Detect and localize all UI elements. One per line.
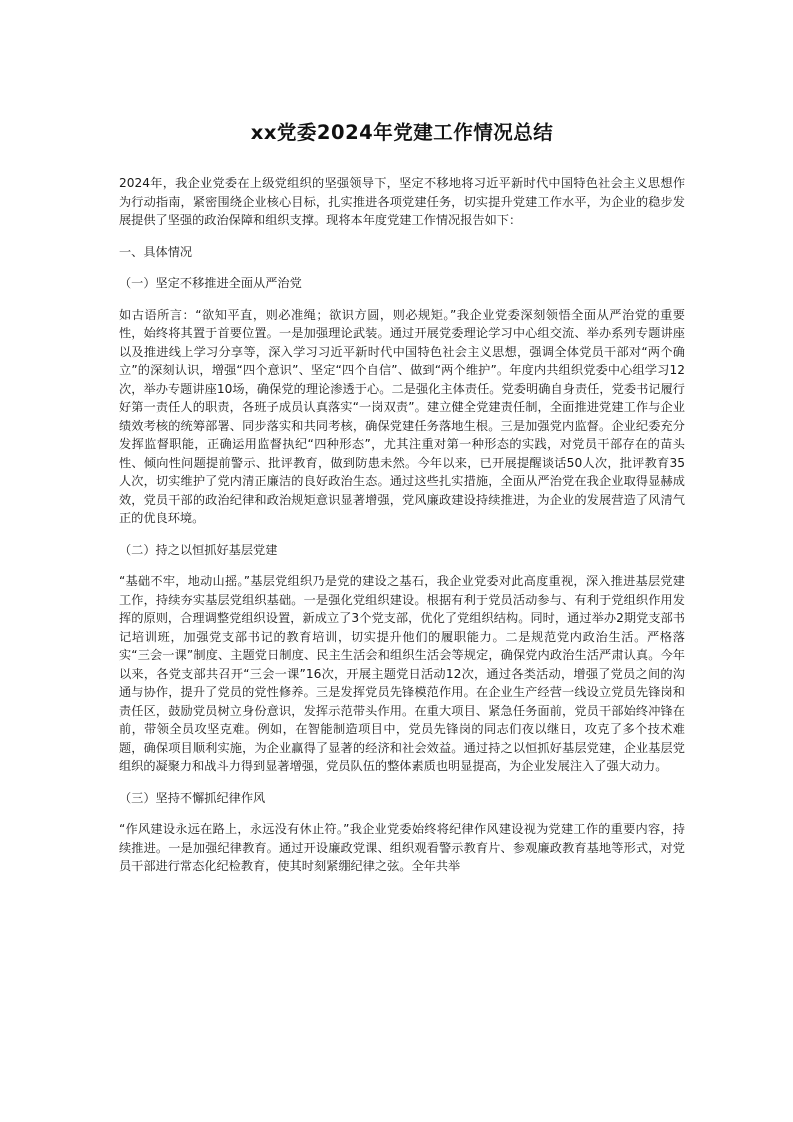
- subsection-body-grassroots-party-building: “基础不牢，地动山摇。”基层党组织乃是党的建设之基石，我企业党委对此高度重视，深入推进基层党建工作，持续夯实基层党组织基础。一是强化党组织建设。根据有利于党员活动参与、有利于党组织作用发挥的原则，合理调整党组织设置，新成立了3个党支部，优化了党组织结构。同时，通过举办2期党支部书记培训班，加强党支部书记的教育培训，切实提升他们的履职能力。二是规范党内政治生活。严格落实“三会一课”制度、主题党日制度、民主生活会和组织生活会等规定，确保党内政治生活严肃认真。今年以来，各党支部共召开“三会一课”16次，开展主题党日活动12次，通过各类活动，增强了党员之间的沟通与协作，提升了党员的党性修养。三是发挥党员先锋模范作用。在企业生产经营一线设立党员先锋岗和责任区，鼓励党员树立身份意识，发挥示范带头作用。在重大项目、紧急任务面前，党员干部始终冲锋在前，带领全员攻坚克难。例如，在智能制造项目中，党员先锋岗的同志们夜以继日，攻克了多个技术难题，确保项目顺利实施，为企业赢得了显著的经济和社会效益。通过持之以恒抓好基层党建，企业基层党组织的凝聚力和战斗力得到显著增强，党员队伍的整体素质也明显提高，为企业发展注入了强大动力。: [119, 574, 685, 773]
- subsection-body-discipline-style: “作风建设永远在路上，永远没有休止符。”我企业党委始终将纪律作风建设视为党建工作的重要内容，持续推进。一是加强纪律教育。通过开设廉政党课、组织观看警示教育片、参观廉政教育基地等形式，对党员干部进行常态化纪检教育，使其时刻紧绷纪律之弦。全年共举: [119, 822, 685, 873]
- document-title: xx党委2024年党建工作情况总结: [250, 121, 554, 144]
- subsection-heading-strict-governance: （一）坚定不移推进全面从严治党: [119, 276, 302, 290]
- section-heading-specific-situation: 一、具体情况: [119, 244, 193, 259]
- subsection-heading-discipline-style: （三）坚持不懈抓纪律作风: [119, 790, 266, 805]
- document-body: [119, 118, 685, 889]
- subsection-body-strict-governance: 如古语所言：“欲知平直，则必准绳；欲识方圆，则必规矩。”我企业党委深刻领悟全面从严治党的重要性，始终将其置于首要位置。一是加强理论武装。通过开展党委理论学习中心组交流、举办系列专题讲座以及推进线上学习分享等，深入学习习近平新时代中国特色社会主义思想，强调全体党员干部对“两个确立”的深刻认识，增强“四个意识”、坚定“四个自信”、做到“两个维护”。年度内共组织党委中心组学习12次，举办专题讲座10场，确保党的理论渗透于心。二是强化主体责任。党委明确自身责任，党委书记履行好第一责任人的职责，各班子成员认真落实“一岗双责”。建立健全党建责任制，全面推进党建工作与企业绩效考核的统筹部署、同步落实和共同考核，确保党建任务落地生根。三是加强党内监督。企业纪委充分发挥监督职能，正确运用监督执纪“四种形态”，尤其注重对第一种形态的实践，对党员干部存在的苗头性、倾向性问题提前警示、批评教育，做到防患未然。今年以来，已开展提醒谈话50人次，批评教育35人次，切实维护了党内清正廉洁的良好政治生态。通过这些扎实措施，全面从严治党在我企业取得显赫成效，党员干部的政治纪律和政治规矩意识显著增强，党风廉政建设持续推进，为企业的发展营造了风清气正的优良环境。: [119, 307, 685, 525]
- subsection-heading-grassroots-party-building: （二）持之以恒抓好基层党建: [119, 542, 278, 557]
- intro-paragraph: 2024年，我企业党委在上级党组织的坚强领导下，坚定不移地将习近平新时代中国特色社会主义思想作为行动指南，紧密围绕企业核心目标，扎实推进各项党建任务，切实提升党建工作水平，为企业的稳步发展提供了坚强的政治保障和组织支撑。现将本年度党建工作情况报告如下：: [119, 176, 685, 227]
